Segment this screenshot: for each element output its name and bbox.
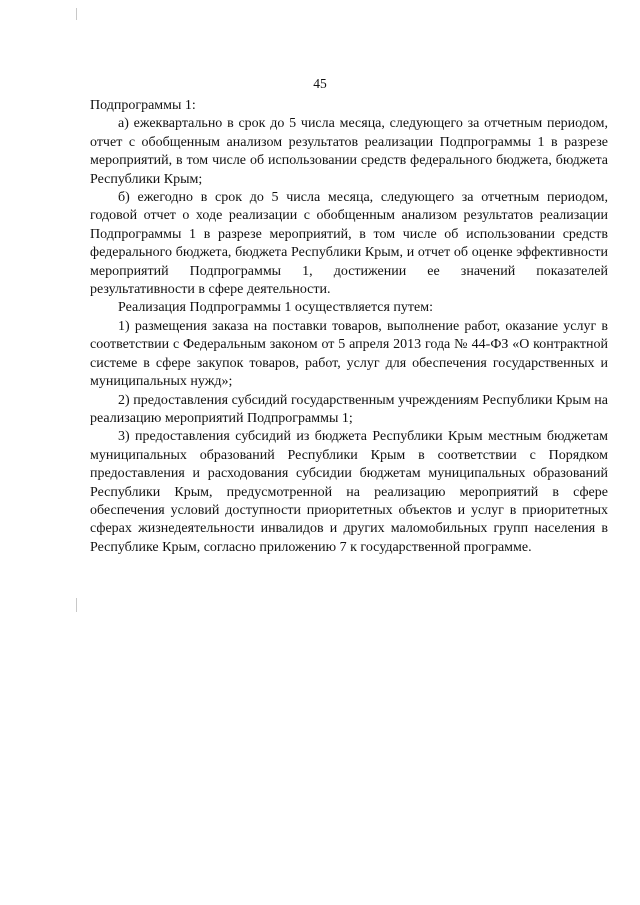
paragraph-implementation: Реализация Подпрограммы 1 осуществляется путем: [118, 300, 434, 316]
document-body [90, 97, 608, 557]
paragraph-item-3: 3) предоставления субсидий из бюджета Республики Крым местным бюджетам муниципальных образований Республики Крым в соответствии с Порядком предоставления и расходования субсидии бюджетам муниципальных образований Республики Крым, предусмотренной на реализацию мероприятий в сфере обеспечения условий доступности приоритетных объектов и услуг в приоритетных сферах жизнедеятельности инвалидов и других маломобильных групп населения в Республике Крым, согласно приложению 7 к государственной программе. [90, 429, 608, 555]
page-number: 45 [313, 76, 327, 91]
scan-edge-mark [76, 8, 77, 20]
paragraph-item-1: 1) размещения заказа на поставки товаров, выполнение работ, оказание услуг в соответствии с Федеральным законом от 5 апреля 2013 года № 44-ФЗ «О контрактной системе в сфере закупок товаров, работ, услуг для обеспечения государственных и муниципальных нужд»; [90, 318, 608, 390]
paragraph-heading: Подпрограммы 1: [90, 98, 196, 113]
scan-edge-mark [76, 598, 77, 612]
paragraph-item-2: 2) предоставления субсидий государственным учреждениям Республики Крым на реализацию мероприятий Подпрограммы 1; [90, 392, 608, 426]
paragraph-item-a: а) ежеквартально в срок до 5 числа месяца, следующего за отчетным периодом, отчет с обобщенным анализом результатов реализации Подпрограммы 1 в разрезе мероприятий, в том числе об использовании средств федерального бюджета, бюджета Республики Крым; [90, 116, 608, 187]
paragraph-item-b: б) ежегодно в срок до 5 числа месяца, следующего за отчетным периодом, годовой отчет о ходе реализации с обобщенным анализом результатов реализации Подпрограммы 1 в разрезе мероприятий, в том числе об использовании средств федерального бюджета, бюджета Республики Крым, и отчет об оценке эффективности мероприятий Подпрограммы 1, достижении ее значений показателей результативности в сфере деятельности. [90, 190, 608, 298]
